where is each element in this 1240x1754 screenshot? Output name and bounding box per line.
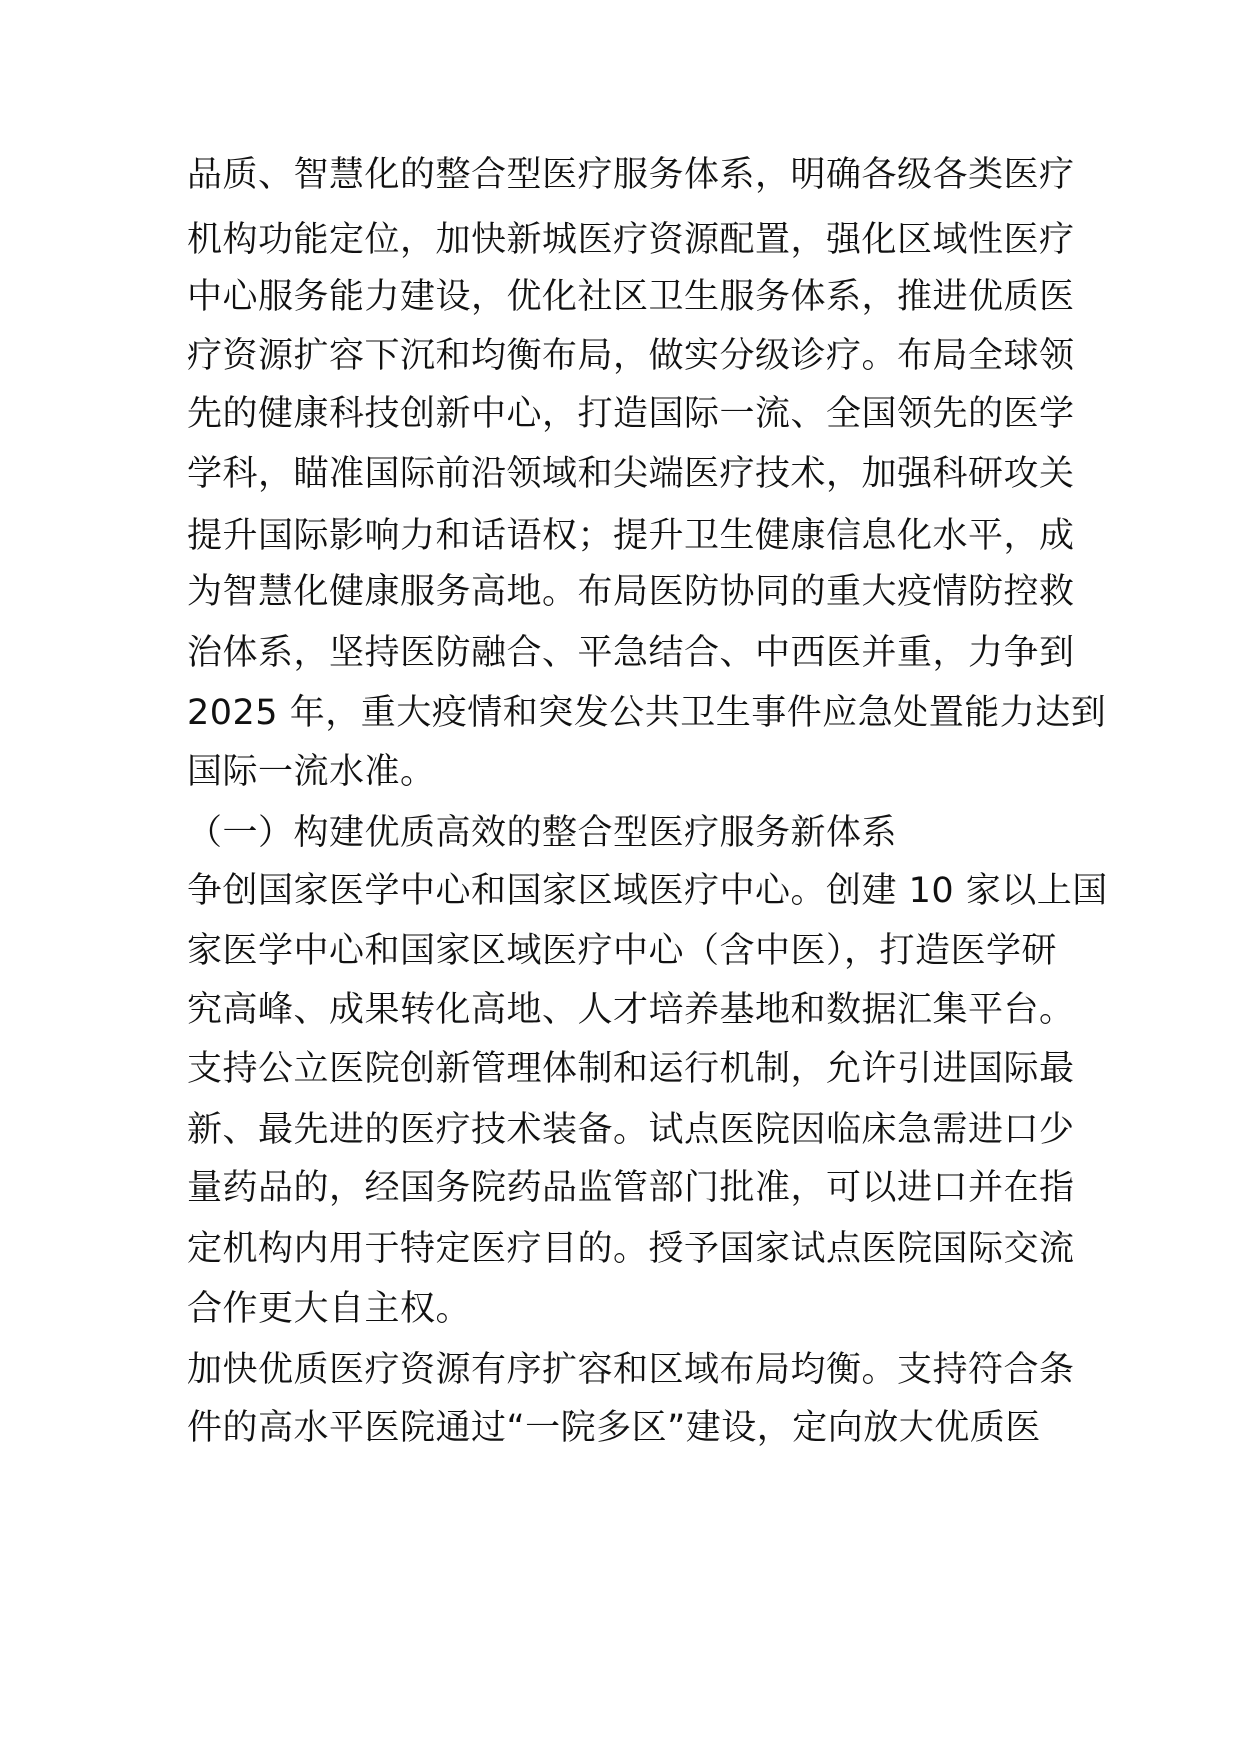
text-line: 学科，瞄准国际前沿领域和尖端医疗技术，加强科研攻关	[187, 454, 1075, 494]
text-line: 加快优质医疗资源有序扩容和区域布局均衡。支持符合条	[187, 1350, 1075, 1390]
text-line: 2025 年，重大疫情和突发公共卫生事件应急处置能力达到	[187, 693, 1107, 733]
text-line: 为智慧化健康服务高地。布局医防协同的重大疫情防控救	[187, 572, 1075, 612]
text-line: 究高峰、成果转化高地、人才培养基地和数据汇集平台。	[187, 990, 1075, 1030]
text-line: 定机构内用于特定医疗目的。授予国家试点医院国际交流	[187, 1229, 1075, 1269]
text-line: 机构功能定位，加快新城医疗资源配置，强化区域性医疗	[187, 220, 1075, 260]
text-line: 提升国际影响力和话语权；提升卫生健康信息化水平，成	[187, 516, 1075, 556]
text-line: 治体系，坚持医防融合、平急结合、中西医并重，力争到	[187, 633, 1075, 673]
text-line: 件的高水平医院通过“一院多区”建设，定向放大优质医	[187, 1408, 1041, 1448]
text-line: 先的健康科技创新中心，打造国际一流、全国领先的医学	[187, 394, 1075, 434]
text-line: 量药品的，经国务院药品监管部门批准，可以进口并在指	[187, 1168, 1075, 1208]
text-line: 中心服务能力建设，优化社区卫生服务体系，推进优质医	[187, 277, 1075, 317]
text-line: 新、最先进的医疗技术装备。试点医院因临床急需进口少	[187, 1110, 1075, 1150]
text-line: 争创国家医学中心和国家区域医疗中心。创建 10 家以上国	[187, 871, 1108, 911]
text-line: 家医学中心和国家区域医疗中心（含中医），打造医学研	[187, 931, 1058, 971]
text-line: 品质、智慧化的整合型医疗服务体系，明确各级各类医疗	[187, 155, 1075, 195]
section-heading: （一）构建优质高效的整合型医疗服务新体系	[187, 813, 898, 853]
text-line: 国际一流水准。	[187, 752, 436, 792]
text-line: 支持公立医院创新管理体制和运行机制，允许引进国际最	[187, 1049, 1075, 1089]
text-line: 合作更大自主权。	[187, 1289, 472, 1329]
text-line: 疗资源扩容下沉和均衡布局，做实分级诊疗。布局全球领	[187, 336, 1075, 376]
